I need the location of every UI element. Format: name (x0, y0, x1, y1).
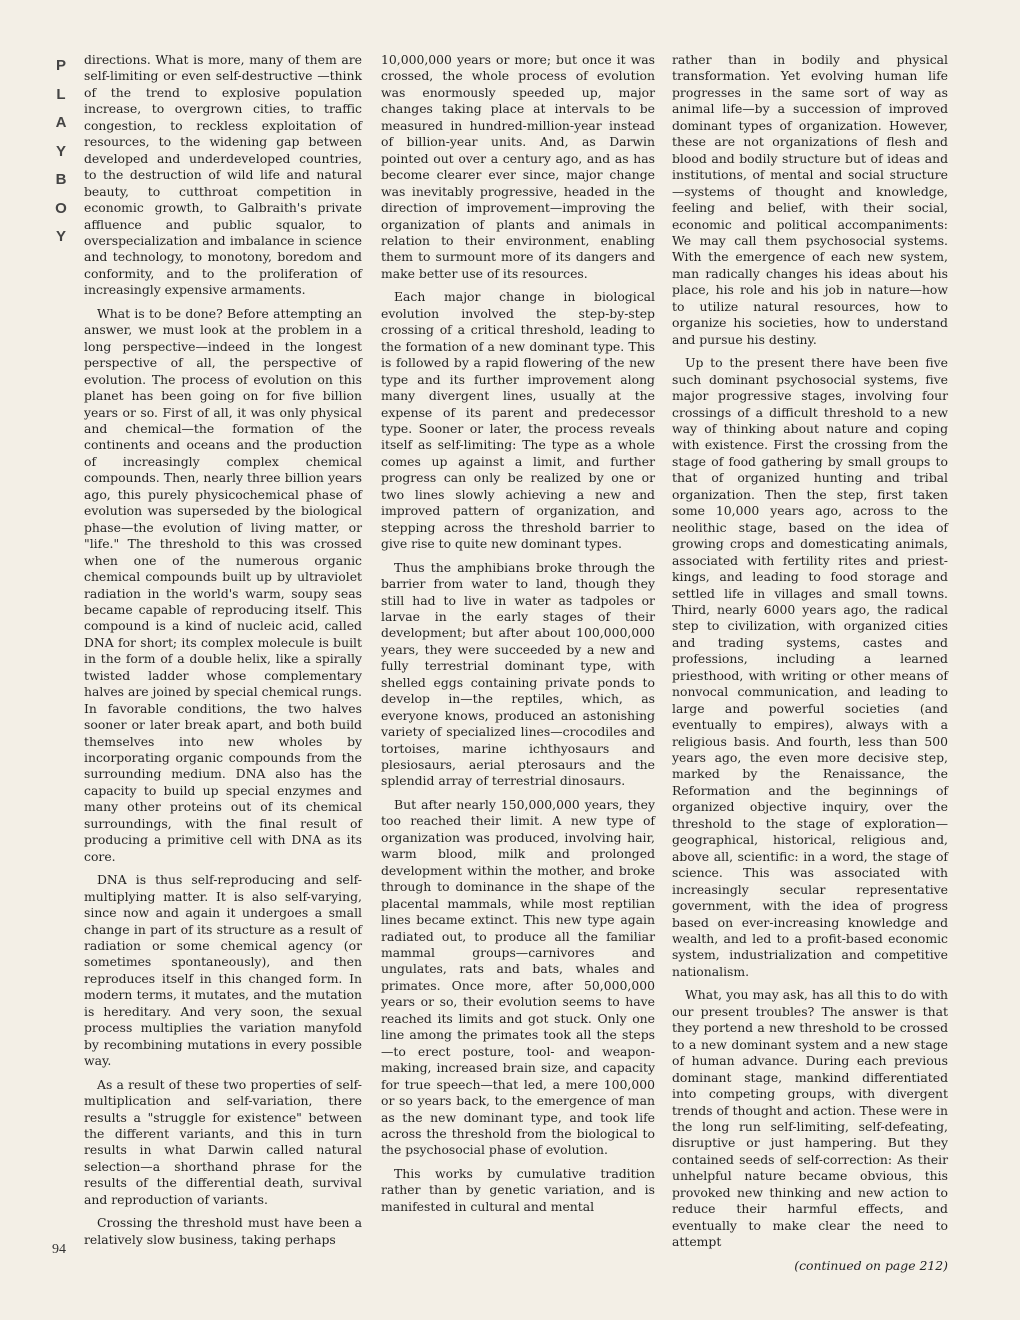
text-column-2 (381, 52, 655, 1222)
magazine-letter: Y (55, 142, 66, 160)
paragraph: 10,000,000 years or more; but once it was crossed, the whole process of evolution was enormously speeded up, major changes taking place at intervals to be measured in hundred-million-year instead of billion-year units. And, as Darwin pointed out over a century ago, and as has become clearer ever since, major change was inevitably progressive, headed in the direction of improvement—improving the organization of plants and animals in relation to their environment, enabling them to surmount more of its dangers and make better use of its resources. (381, 52, 655, 281)
paragraph: Thus the amphibians broke through the barrier from water to land, though they still had to live in water as tadpoles or larvae in the early stages of their development; but after about 100,000,000 years, they were succeeded by a new and fully terrestrial dominant type, with shelled eggs containing private ponds to develop in—the reptiles, which, as everyone knows, produced an astonishing variety of specialized lines—crocodiles and tortoises, marine ichthyosaurs and plesiosaurs, aerial pterosaurs and the splendid array of terrestrial dinosaurs. (381, 559, 655, 789)
page-number: 94 (52, 1242, 66, 1257)
paragraph: Crossing the threshold must have been a relatively slow business, taking perhaps (84, 1215, 362, 1247)
paragraph: As a result of these two properties of self-multiplication and self-variation, there results a "struggle for existence" between the different variants, and this in turn results in what Darwin called natural selection—a shorthand phrase for the results of the differential death, survival and reproduction of variants. (84, 1076, 362, 1207)
paragraph: rather than in bodily and physical transformation. Yet evolving human life progresses in the same sort of way as animal life—by a succession of improved dominant types of organization. However, these are not organizations of flesh and blood and bodily structure but of ideas and institutions, of mental and social structure—systems of thought and knowledge, feeling and belief, with their social, economic and political accompaniments: We may call them psychosocial systems. With the emergence of each new system, man radically changes his ideas about his place, his role and his job in nature—how to utilize natural resources, how to organize his societies, how to understand and pursue his destiny. (672, 52, 948, 347)
magazine-letter: O (55, 199, 67, 217)
paragraph: This works by cumulative tradition rather than by genetic variation, and is manifested in cultural and mental (381, 1165, 655, 1214)
continued-note: (continued on page 212) (794, 1257, 948, 1273)
paragraph: Each major change in biological evolution involved the step-by-step crossing of a critical threshold, leading to the formation of a new dominant type. This is followed by a rapid flowering of the new type and its further improvement along many divergent lines, usually at the expense of its parent and predecessor type. Sooner or later, the process reveals itself as self-limiting: The type as a whole comes up against a limit, and further progress can only be realized by one or two lines slowly achieving a new and improved pattern of organization, and stepping across the threshold barrier to give rise to quite new dominant types. (381, 289, 655, 552)
paragraph: Up to the present there have been five such dominant psychosocial systems, five major progressive stages, involving four crossings of a difficult threshold to a new way of thinking about nature and coping with existence. First the crossing from the stage of food gathering by small groups to that of organized hunting and tribal organization. Then the step, first taken some 10,000 years ago, across to the neolithic stage, based on the idea of growing crops and domesticating animals, associated with fertility rites and priest-kings, and leading to food storage and settled life in villages and small towns. Third, nearly 6000 years ago, the radical step to civilization, with organized cities and trading systems, castes and professions, including a learned priesthood, with writing or other means of nonvocal communication, and leading to large and powerful societies (and eventually to empires), always with a religious basis. And fourth, less than 500 years ago, the even more decisive step, marked by the Renaissance, the Reformation and the beginnings of organized objective inquiry, over the threshold to the stage of exploration—geographical, historical, religious and, above all, scientific: in a word, the stage of science. This was associated with increasingly secular representative government, with the idea of progress based on ever-increasing knowledge and wealth, and led to a profit-based economic system, industrialization and competitive nationalism. (672, 355, 948, 979)
magazine-name-vertical (50, 52, 72, 252)
paragraph: What is to be done? Before attempting an answer, we must look at the problem in a long perspective—indeed in the longest perspective of all, the perspective of evolution. The process of evolution on this planet has been going on for five billion years or so. First of all, it was only physical and chemical—the formation of the continents and oceans and the production of increasingly complex chemical compounds. Then, nearly three billion years ago, this purely physicochemical phase of evolution was superseded by the biological phase—the evolution of living matter, or "life." The threshold to this was crossed when one of the numerous organic chemical compounds built up by ultraviolet radiation in the world's warm, soupy seas became capable of reproducing itself. This compound is a kind of nucleic acid, called DNA for short; its complex molecule is built in the form of a double helix, like a spirally twisted ladder whose complementary halves are joined by special chemical rungs. In favorable conditions, the two halves sooner or later break apart, and both build themselves into new wholes by incorporating organic compounds from the surrounding medium. DNA also has the capacity to build up special enzymes and many other proteins out of its chemical surroundings, with the final result of producing a primitive cell with DNA as its core. (84, 305, 362, 864)
magazine-letter: L (56, 85, 66, 103)
text-column-1 (84, 52, 362, 1255)
magazine-letter: A (55, 114, 67, 131)
magazine-letter: Y (55, 228, 66, 245)
paragraph: DNA is thus self-reproducing and self-multiplying matter. It is also self-varying, since now and again it undergoes a small change in part of its structure as a result of radiation or some chemical agency (or sometimes spontaneously), and then reproduces itself in this changed form. In modern terms, it mutates, and the mutation is hereditary. And very soon, the sexual process multiplies the variation manyfold by recombining mutations in every possible way. (84, 872, 362, 1069)
magazine-letter: P (55, 57, 66, 74)
paragraph: What, you may ask, has all this to do with our present troubles? The answer is that they portend a new threshold to be crossed to a new dominant system and a new stage of human advance. During each previous dominant stage, mankind differentiated into competing groups, with divergent trends of thought and action. These were in the long run self-limiting, self-defeating, disruptive or just hampering. But they contained seeds of self-correction: As their unhelpful nature became obvious, this provoked new thinking and new action to reduce their harmful effects, and eventually to make clear the need to attempt (672, 987, 948, 1250)
paragraph: But after nearly 150,000,000 years, they too reached their limit. A new type of organization was produced, involving hair, warm blood, milk and prolonged development within the mother, and broke through to dominance in the shape of the placental mammals, while most reptilian lines became extinct. This new type again radiated out, to produce all the familiar mammal groups—carnivores and ungulates, rats and bats, whales and primates. Once more, after 50,000,000 years or so, their evolution seems to have reached its limits and got stuck. Only one line among the primates took all the steps—to erect posture, tool- and weapon-making, increased brain size, and capacity for true speech—that led, a mere 100,000 or so years back, to the emergence of man as the new dominant type, and took life across the threshold from the biological to the psychosocial phase of evolution. (381, 796, 655, 1158)
magazine-letter: B (55, 171, 67, 188)
text-column-3 (672, 52, 948, 1281)
paragraph: directions. What is more, many of them are self-limiting or even self-destructive —think of the trend to explosive population increase, to overgrown cities, to traffic congestion, to reckless exploitation of resources, to the widening gap between developed and underdeveloped countries, to the destruction of wild life and natural beauty, to cutthroat competition in economic growth, to Galbraith's private affluence and public squalor, to overspecialization and imbalance in science and technology, to monotony, boredom and conformity, and to the proliferation of increasingly expensive armaments. (84, 52, 362, 298)
